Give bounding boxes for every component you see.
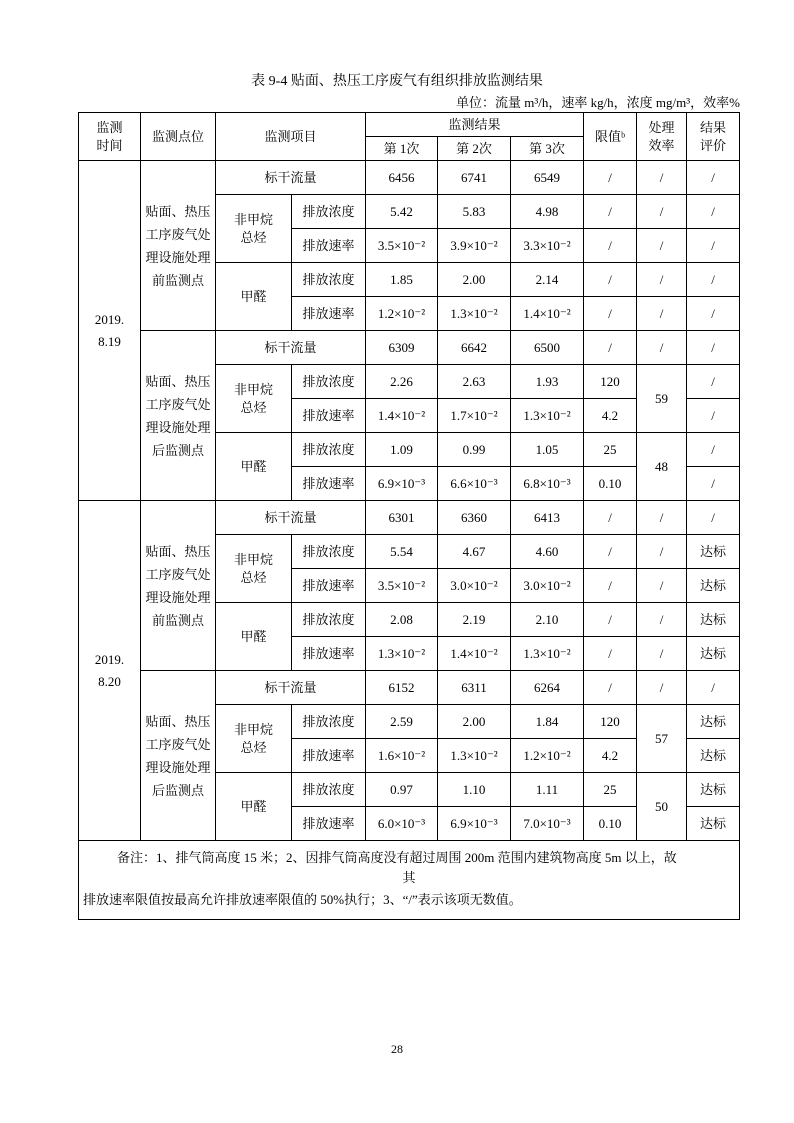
value-run-3: 6549	[511, 161, 584, 195]
value-run-2: 6.9×10⁻³	[438, 807, 511, 841]
table-row	[79, 501, 740, 535]
table-row	[79, 671, 740, 705]
parameter-cell: 标干流量	[216, 671, 366, 705]
value-run-1: 2.59	[366, 705, 438, 739]
limit-cell: 0.10	[584, 467, 637, 501]
value-run-3: 1.93	[511, 365, 584, 399]
value-run-3: 1.2×10⁻²	[511, 739, 584, 773]
value-run-1: 3.5×10⁻²	[366, 229, 438, 263]
pollutant-cell: 非甲烷 总烃	[216, 705, 292, 773]
value-run-1: 2.26	[366, 365, 438, 399]
limit-cell: /	[584, 501, 637, 535]
parameter-cell: 排放浓度	[292, 195, 366, 229]
pollutant-cell: 甲醛	[216, 263, 292, 331]
header-run-3: 第 3次	[511, 137, 584, 161]
value-run-3: 2.14	[511, 263, 584, 297]
unit-note: 单位：流量 m³/h，速率 kg/h，浓度 mg/m³，效率%	[455, 95, 740, 110]
value-run-3: 2.10	[511, 603, 584, 637]
parameter-cell: 排放速率	[292, 807, 366, 841]
value-run-2: 4.67	[438, 535, 511, 569]
parameter-cell: 排放浓度	[292, 263, 366, 297]
value-run-3: 6413	[511, 501, 584, 535]
table-caption: 表 9-4 贴面、热压工序废气有组织排放监测结果	[251, 74, 543, 89]
value-run-2: 6741	[438, 161, 511, 195]
value-run-2: 6311	[438, 671, 511, 705]
limit-cell: /	[584, 637, 637, 671]
evaluation-cell: /	[687, 195, 740, 229]
efficiency-cell: /	[637, 501, 687, 535]
evaluation-cell: /	[687, 433, 740, 467]
evaluation-cell: /	[687, 501, 740, 535]
parameter-cell: 标干流量	[216, 161, 366, 195]
limit-cell: /	[584, 263, 637, 297]
limit-cell: /	[584, 195, 637, 229]
efficiency-cell: /	[637, 637, 687, 671]
remarks-line2: 其	[402, 870, 416, 885]
value-run-3: 6264	[511, 671, 584, 705]
value-run-2: 1.3×10⁻²	[438, 739, 511, 773]
limit-cell: 0.10	[584, 807, 637, 841]
value-run-2: 1.7×10⁻²	[438, 399, 511, 433]
value-run-1: 1.3×10⁻²	[366, 637, 438, 671]
header-time: 监测 时间	[79, 113, 141, 161]
efficiency-cell: /	[637, 263, 687, 297]
value-run-1: 5.54	[366, 535, 438, 569]
limit-cell: /	[584, 161, 637, 195]
efficiency-cell: /	[637, 569, 687, 603]
value-run-1: 6456	[366, 161, 438, 195]
value-run-1: 1.6×10⁻²	[366, 739, 438, 773]
header-item: 监测项目	[216, 113, 366, 161]
value-run-1: 5.42	[366, 195, 438, 229]
limit-cell: /	[584, 229, 637, 263]
limit-cell: /	[584, 671, 637, 705]
limit-cell: 4.2	[584, 399, 637, 433]
value-run-1: 1.2×10⁻²	[366, 297, 438, 331]
parameter-cell: 标干流量	[216, 501, 366, 535]
efficiency-cell: 57	[637, 705, 687, 773]
value-run-3: 3.3×10⁻²	[511, 229, 584, 263]
parameter-cell: 排放速率	[292, 229, 366, 263]
evaluation-cell: 达标	[687, 773, 740, 807]
value-run-1: 6309	[366, 331, 438, 365]
evaluation-cell: 达标	[687, 603, 740, 637]
efficiency-cell: /	[637, 229, 687, 263]
value-run-1: 1.4×10⁻²	[366, 399, 438, 433]
remarks-line3: 排放速率限值按最高允许排放速率限值的 50%执行；3、“/”表示该项无数值。	[83, 892, 522, 907]
evaluation-cell: 达标	[687, 807, 740, 841]
value-run-3: 1.11	[511, 773, 584, 807]
evaluation-cell: /	[687, 331, 740, 365]
header-evaluation: 结果 评价	[687, 113, 740, 161]
limit-cell: /	[584, 569, 637, 603]
pollutant-cell: 非甲烷 总烃	[216, 195, 292, 263]
value-run-1: 6301	[366, 501, 438, 535]
value-run-1: 6.9×10⁻³	[366, 467, 438, 501]
efficiency-cell: 48	[637, 433, 687, 501]
evaluation-cell: /	[687, 229, 740, 263]
efficiency-cell: 59	[637, 365, 687, 433]
value-run-1: 1.09	[366, 433, 438, 467]
value-run-3: 3.0×10⁻²	[511, 569, 584, 603]
value-run-1: 6152	[366, 671, 438, 705]
pollutant-cell: 非甲烷 总烃	[216, 535, 292, 603]
value-run-1: 2.08	[366, 603, 438, 637]
value-run-3: 1.05	[511, 433, 584, 467]
monitoring-results-table	[78, 112, 740, 920]
limit-cell: 120	[584, 365, 637, 399]
efficiency-cell: /	[637, 535, 687, 569]
value-run-2: 2.63	[438, 365, 511, 399]
evaluation-cell: 达标	[687, 705, 740, 739]
parameter-cell: 标干流量	[216, 331, 366, 365]
efficiency-cell: /	[637, 331, 687, 365]
header-result: 监测结果	[366, 113, 584, 137]
value-run-2: 5.83	[438, 195, 511, 229]
evaluation-cell: /	[687, 297, 740, 331]
value-run-2: 2.19	[438, 603, 511, 637]
value-run-3: 1.4×10⁻²	[511, 297, 584, 331]
limit-cell: /	[584, 535, 637, 569]
pollutant-cell: 甲醛	[216, 603, 292, 671]
parameter-cell: 排放速率	[292, 297, 366, 331]
parameter-cell: 排放速率	[292, 399, 366, 433]
parameter-cell: 排放浓度	[292, 603, 366, 637]
limit-cell: 120	[584, 705, 637, 739]
limit-cell: /	[584, 297, 637, 331]
evaluation-cell: 达标	[687, 739, 740, 773]
value-run-2: 3.0×10⁻²	[438, 569, 511, 603]
limit-cell: /	[584, 331, 637, 365]
value-run-1: 3.5×10⁻²	[366, 569, 438, 603]
limit-cell: /	[584, 603, 637, 637]
evaluation-cell: /	[687, 161, 740, 195]
evaluation-cell: /	[687, 671, 740, 705]
evaluation-cell: 达标	[687, 569, 740, 603]
value-run-3: 7.0×10⁻³	[511, 807, 584, 841]
remarks-cell	[79, 841, 740, 920]
evaluation-cell: /	[687, 399, 740, 433]
value-run-2: 2.00	[438, 705, 511, 739]
table-row	[79, 161, 740, 195]
value-run-1: 1.85	[366, 263, 438, 297]
limit-cell: 25	[584, 773, 637, 807]
value-run-3: 1.3×10⁻²	[511, 637, 584, 671]
efficiency-cell: /	[637, 603, 687, 637]
efficiency-cell: /	[637, 195, 687, 229]
remarks-line1: 备注：1、排气筒高度 15 米；2、因排气筒高度没有超过周围 200m 范围内建筑物高度 5m 以上，故	[117, 850, 677, 865]
value-run-2: 1.4×10⁻²	[438, 637, 511, 671]
evaluation-cell: 达标	[687, 535, 740, 569]
value-run-3: 6.8×10⁻³	[511, 467, 584, 501]
pollutant-cell: 甲醛	[216, 773, 292, 841]
efficiency-cell: /	[637, 671, 687, 705]
header-limit: 限值ᵇ	[584, 113, 637, 161]
header-run-1: 第 1次	[366, 137, 438, 161]
date-cell: 2019. 8.20	[79, 501, 141, 841]
parameter-cell: 排放速率	[292, 569, 366, 603]
value-run-1: 0.97	[366, 773, 438, 807]
note-row	[79, 841, 740, 920]
page-number: 28	[391, 1042, 403, 1056]
parameter-cell: 排放速率	[292, 637, 366, 671]
value-run-3: 4.60	[511, 535, 584, 569]
value-run-2: 0.99	[438, 433, 511, 467]
value-run-2: 6.6×10⁻³	[438, 467, 511, 501]
parameter-cell: 排放速率	[292, 467, 366, 501]
site-cell: 贴面、热压工序废气处理设施处理后监测点	[141, 671, 216, 841]
limit-cell: 25	[584, 433, 637, 467]
value-run-2: 6360	[438, 501, 511, 535]
evaluation-cell: /	[687, 365, 740, 399]
value-run-1: 6.0×10⁻³	[366, 807, 438, 841]
pollutant-cell: 非甲烷 总烃	[216, 365, 292, 433]
efficiency-cell: 50	[637, 773, 687, 841]
value-run-2: 2.00	[438, 263, 511, 297]
limit-cell: 4.2	[584, 739, 637, 773]
pollutant-cell: 甲醛	[216, 433, 292, 501]
site-cell: 贴面、热压工序废气处理设施处理后监测点	[141, 331, 216, 501]
parameter-cell: 排放浓度	[292, 365, 366, 399]
header-efficiency: 处理 效率	[637, 113, 687, 161]
parameter-cell: 排放浓度	[292, 535, 366, 569]
parameter-cell: 排放浓度	[292, 433, 366, 467]
parameter-cell: 排放浓度	[292, 705, 366, 739]
header-site: 监测点位	[141, 113, 216, 161]
value-run-3: 4.98	[511, 195, 584, 229]
value-run-2: 6642	[438, 331, 511, 365]
value-run-2: 1.10	[438, 773, 511, 807]
parameter-cell: 排放浓度	[292, 773, 366, 807]
date-cell: 2019. 8.19	[79, 161, 141, 501]
table-row	[79, 331, 740, 365]
site-cell: 贴面、热压工序废气处理设施处理前监测点	[141, 501, 216, 671]
evaluation-cell: 达标	[687, 637, 740, 671]
parameter-cell: 排放速率	[292, 739, 366, 773]
header-run-2: 第 2次	[438, 137, 511, 161]
value-run-3: 1.3×10⁻²	[511, 399, 584, 433]
value-run-2: 1.3×10⁻²	[438, 297, 511, 331]
evaluation-cell: /	[687, 263, 740, 297]
evaluation-cell: /	[687, 467, 740, 501]
value-run-3: 6500	[511, 331, 584, 365]
efficiency-cell: /	[637, 297, 687, 331]
efficiency-cell: /	[637, 161, 687, 195]
site-cell: 贴面、热压工序废气处理设施处理前监测点	[141, 161, 216, 331]
value-run-3: 1.84	[511, 705, 584, 739]
value-run-2: 3.9×10⁻²	[438, 229, 511, 263]
